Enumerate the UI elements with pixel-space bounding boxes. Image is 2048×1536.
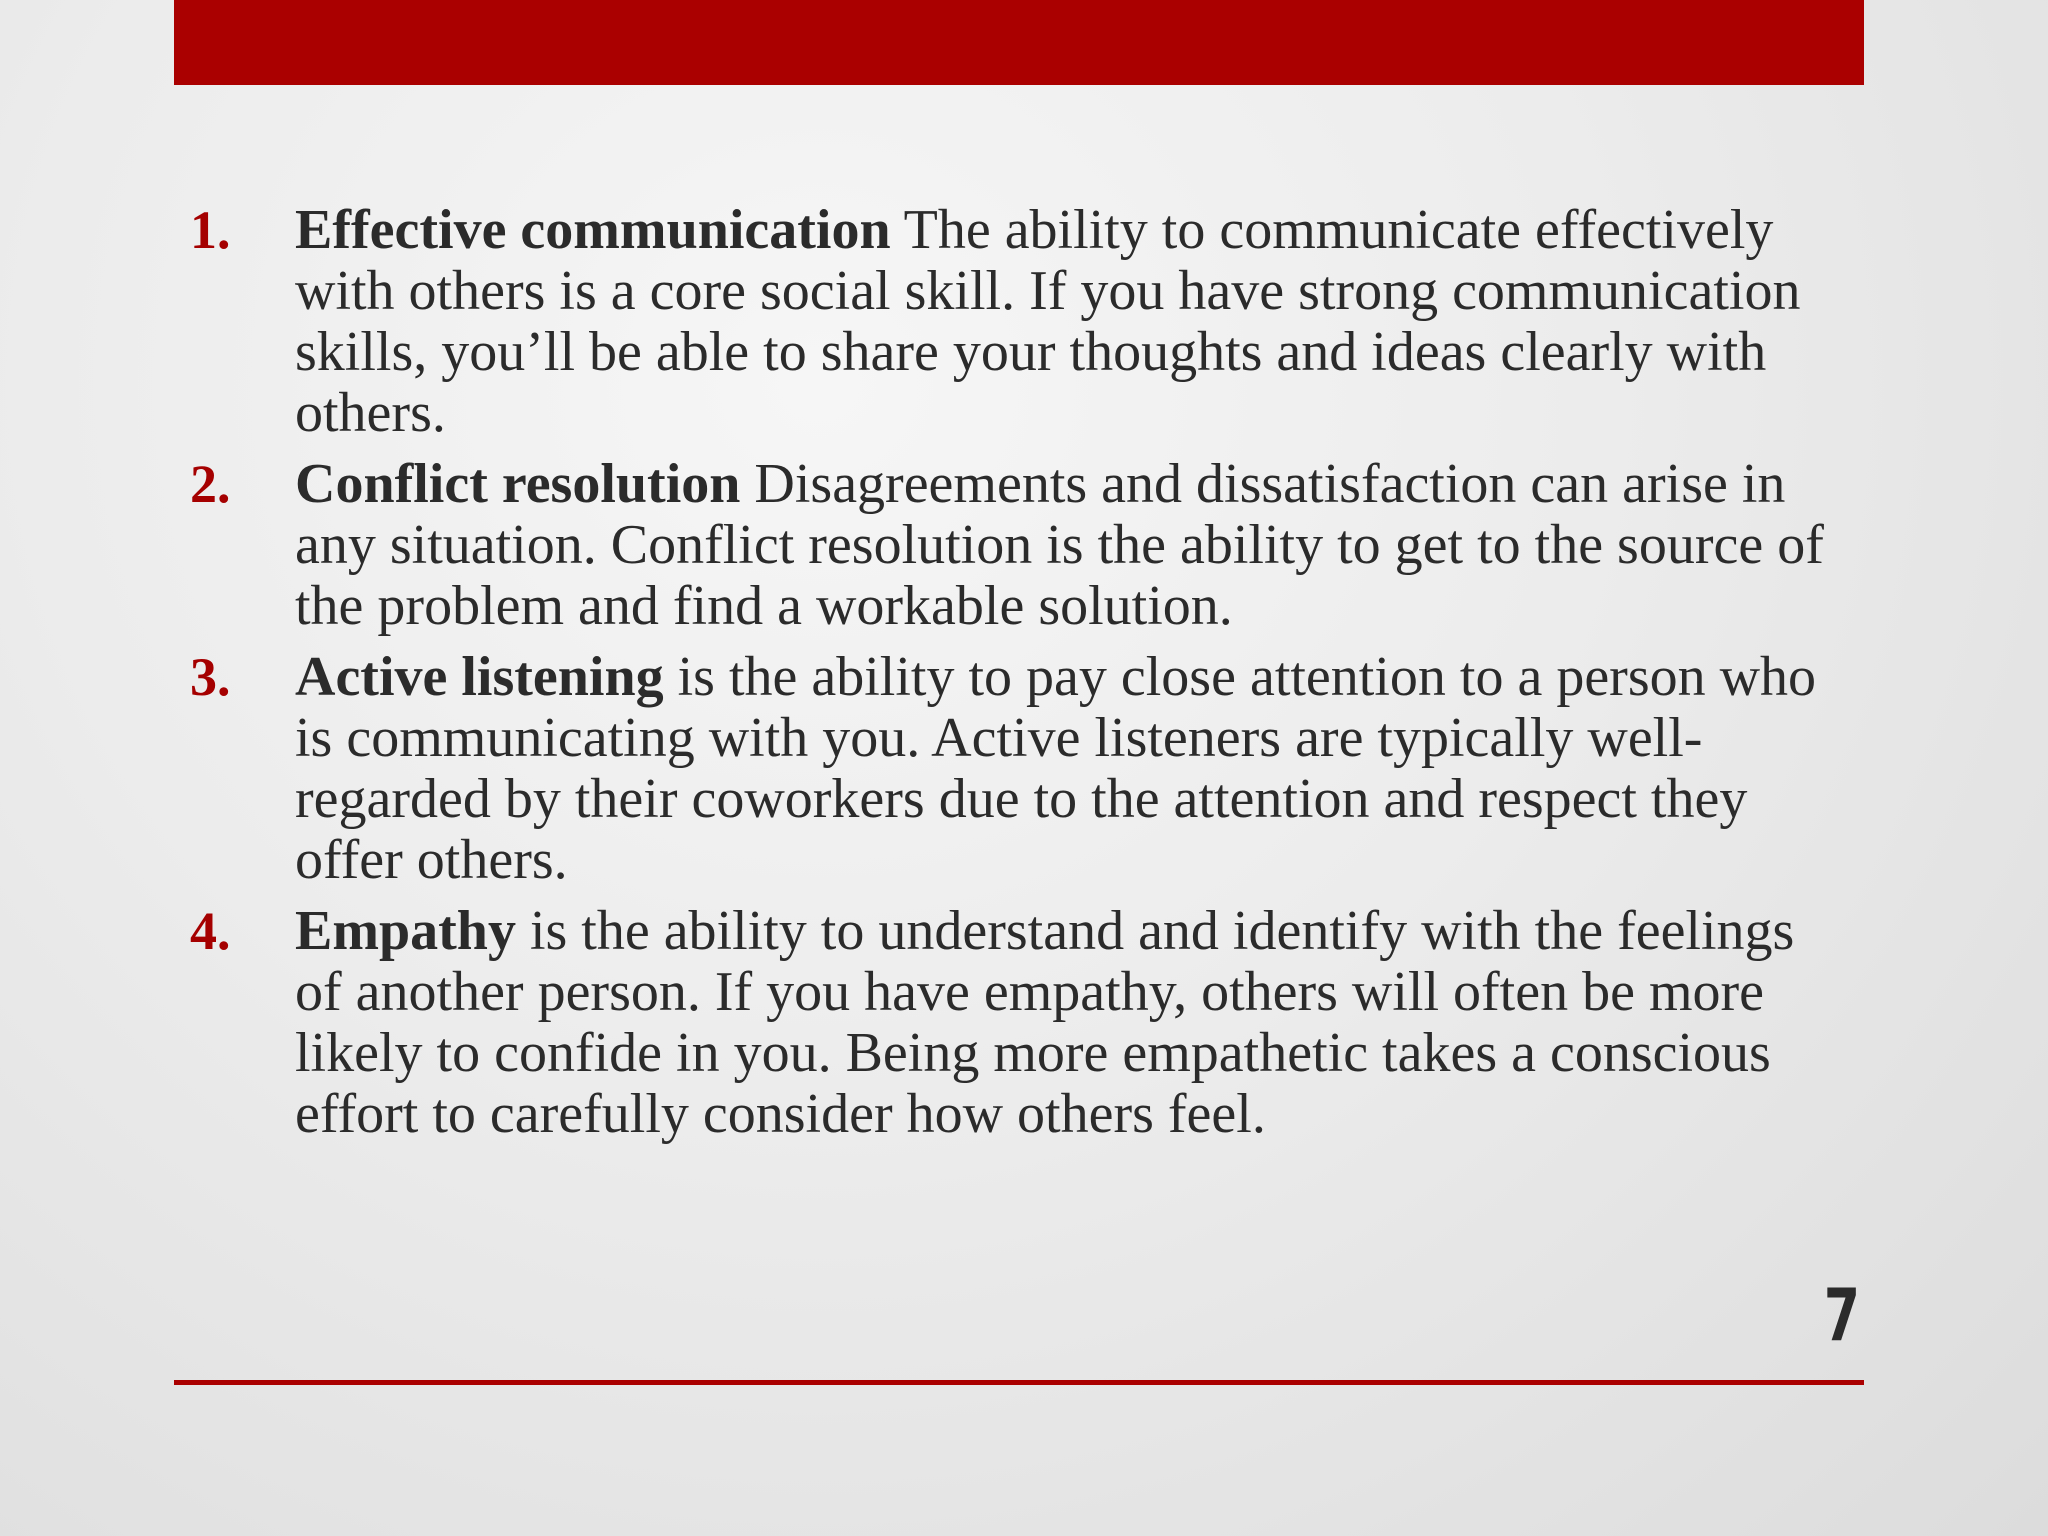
item-number: 4. bbox=[190, 901, 231, 961]
item-description: is the ability to understand and identify with the feelings of another person. If you have empathy, others will often be more likely to confide in you. Being more empathetic takes a conscious effort to carefully consider how others feel. bbox=[295, 900, 1795, 1145]
list-item bbox=[178, 454, 1838, 637]
item-description: Disagreements and dissatisfaction can arise in any situation. Conflict resolution is the ability to get to the source of the problem and find a workable solution. bbox=[295, 453, 1824, 637]
item-number: 2. bbox=[190, 454, 231, 514]
item-description: is the ability to pay close attention to a person who is communicating with you. Active listeners are typically well-regarded by their coworkers due to the attention and respect they offer others. bbox=[295, 646, 1817, 891]
item-term: Effective communication bbox=[295, 199, 891, 261]
item-term: Empathy bbox=[295, 900, 516, 962]
skills-list bbox=[178, 200, 1838, 1155]
top-accent-bar bbox=[174, 0, 1864, 85]
item-term: Active listening bbox=[295, 646, 664, 708]
item-description: The ability to communicate effectively with others is a core social skill. If you have strong communication skills, you’ll be able to share your thoughts and ideas clearly with others. bbox=[295, 199, 1801, 444]
item-text bbox=[295, 901, 1838, 1145]
list-item bbox=[178, 647, 1838, 891]
item-text bbox=[295, 647, 1838, 891]
bottom-divider bbox=[174, 1380, 1864, 1385]
item-text bbox=[295, 200, 1838, 444]
item-term: Conflict resolution bbox=[295, 453, 741, 515]
item-number: 3. bbox=[190, 647, 231, 707]
list-item bbox=[178, 200, 1838, 444]
list-item bbox=[178, 901, 1838, 1145]
item-number: 1. bbox=[190, 200, 231, 260]
page-number: 7 bbox=[1823, 1273, 1860, 1357]
item-text bbox=[295, 454, 1838, 637]
